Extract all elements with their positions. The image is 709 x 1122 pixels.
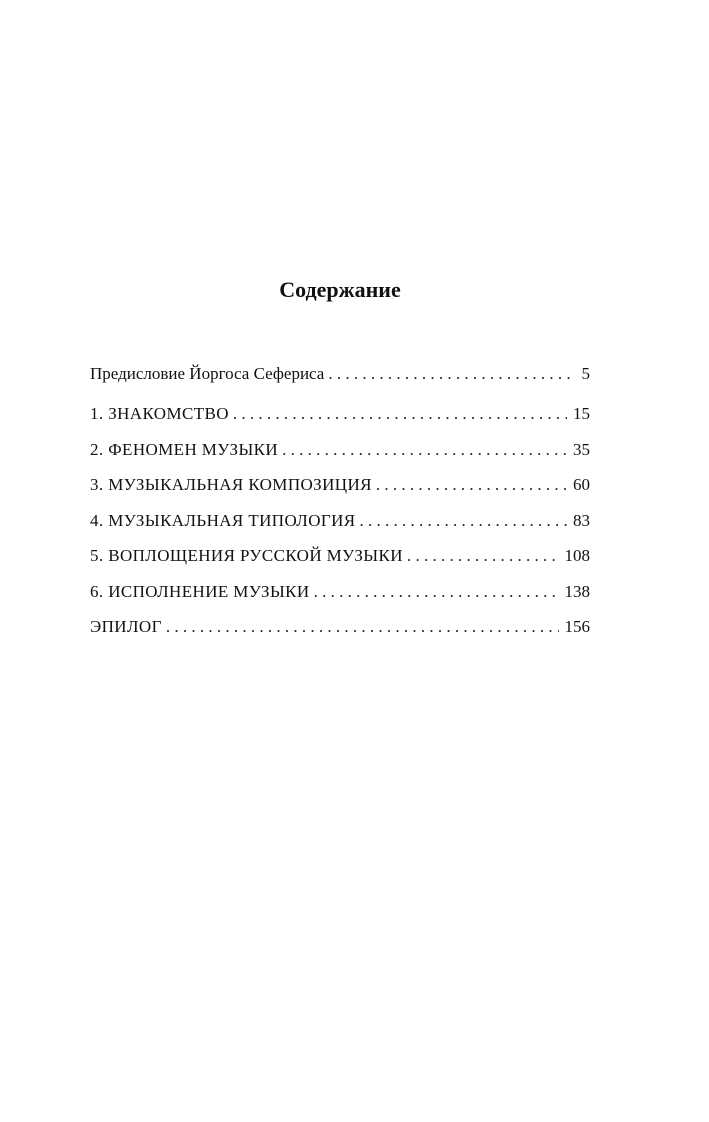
dot-leader — [407, 544, 559, 568]
toc-entry-chapter-2[interactable] — [90, 438, 590, 462]
toc-entry-chapter-3[interactable] — [90, 473, 590, 497]
dot-leader — [376, 473, 567, 497]
table-of-contents — [90, 362, 590, 651]
toc-entry-title: ЭПИЛОГ — [90, 617, 162, 636]
toc-entry-epilogue[interactable] — [90, 615, 590, 639]
toc-entry-title: 3. МУЗЫКАЛЬНАЯ КОМПОЗИЦИЯ — [90, 475, 372, 494]
toc-entry-page-number: 5 — [581, 364, 590, 383]
toc-entry-page-number: 108 — [564, 546, 590, 565]
toc-entry-chapter-4[interactable] — [90, 509, 590, 533]
toc-entry-title: 2. ФЕНОМЕН МУЗЫКИ — [90, 439, 279, 459]
dot-leader — [282, 438, 567, 462]
page-title: Содержание — [279, 277, 401, 302]
dot-leader — [360, 509, 567, 533]
dot-leader — [166, 615, 559, 639]
toc-entry-chapter-6[interactable] — [90, 580, 590, 604]
toc-entry-title: 4. МУЗЫКАЛЬНАЯ ТИПОЛОГИЯ — [90, 510, 356, 530]
toc-entry-page-number: 15 — [573, 404, 590, 423]
toc-entry-page-number: 60 — [573, 475, 590, 494]
toc-entry-page-number: 138 — [564, 581, 590, 601]
toc-entry-preface[interactable] — [90, 362, 590, 386]
toc-entry-title: 5. ВОПЛОЩЕНИЯ РУССКОЙ МУЗЫКИ — [90, 546, 403, 565]
toc-entry-chapter-5[interactable] — [90, 544, 590, 568]
dot-leader — [314, 580, 559, 604]
dot-leader — [328, 362, 575, 386]
dot-leader — [233, 402, 567, 426]
toc-entry-title: 1. ЗНАКОМСТВО — [90, 404, 229, 423]
toc-entry-page-number: 35 — [573, 439, 590, 459]
toc-entry-page-number: 83 — [573, 510, 590, 530]
toc-entry-page-number: 156 — [564, 617, 590, 636]
toc-entry-chapter-1[interactable] — [90, 402, 590, 426]
toc-entry-title: 6. ИСПОЛНЕНИЕ МУЗЫКИ — [90, 581, 310, 601]
toc-entry-title: Предисловие Йоргоса Сефериса — [90, 364, 325, 383]
